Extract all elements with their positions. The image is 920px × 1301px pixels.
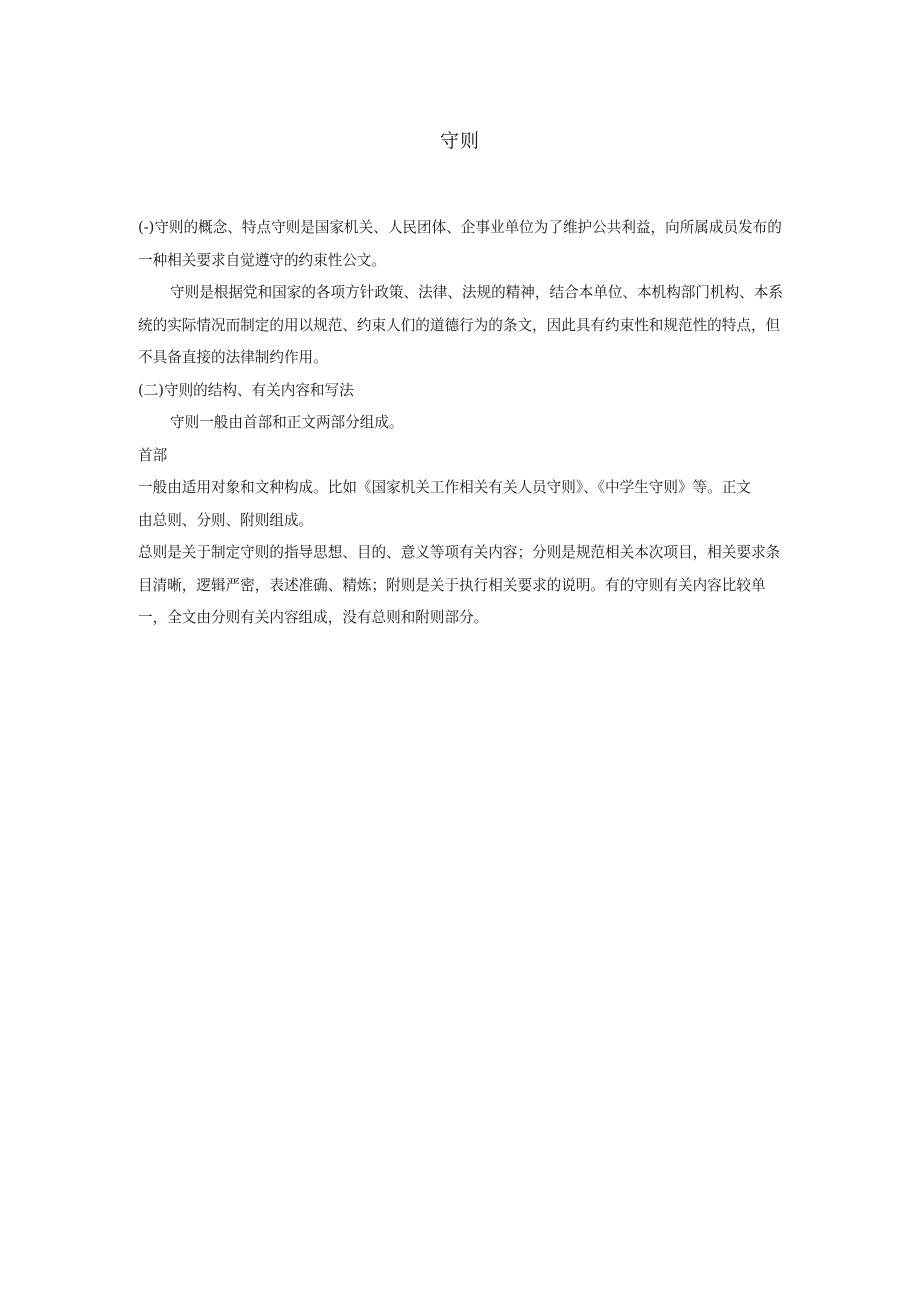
paragraph-body-parts: 由总则、分则、附则组成。: [138, 511, 314, 529]
paragraph-rules-detail: 总则是关于制定守则的指导思想、目的、意义等项有关内容；分则是规范相关本次项目，相关要求条目清晰，逻辑严密，表述准确、精炼；附则是关于执行相关要求的说明。有的守则有关内容比较单一，全文由分则有关内容组成，没有总则和附则部分。: [138, 544, 781, 626]
document-title: 守则: [439, 130, 480, 152]
paragraph-composition: 守则一般由首部和正文两部分组成。: [170, 414, 404, 431]
section-heading-structure: (二)守则的结构、有关内容和写法: [138, 381, 354, 399]
paragraph-concept: (-)守则的概念、特点守则是国家机关、人民团体、企事业单位为了维护公共利益，向所属成员发布的一种相关要求自觉遵守的约束性公文。: [138, 219, 782, 269]
subheading-header: 首部: [138, 446, 168, 464]
paragraph-basis: 守则是根据党和国家的各项方针政策、法律、法规的精神，结合本单位、本机构部门机构、本系统的实际情况而制定的用以规范、约束人们的道德行为的条文，因此具有约束性和规范性的特点，但不具备直接的法律制约作用。: [138, 284, 783, 366]
document-body: [138, 212, 788, 635]
paragraph-header-desc: 一般由适用对象和文种构成。比如《国家机关工作相关有关人员守则》、《中学生守则》等。正文: [138, 479, 751, 496]
